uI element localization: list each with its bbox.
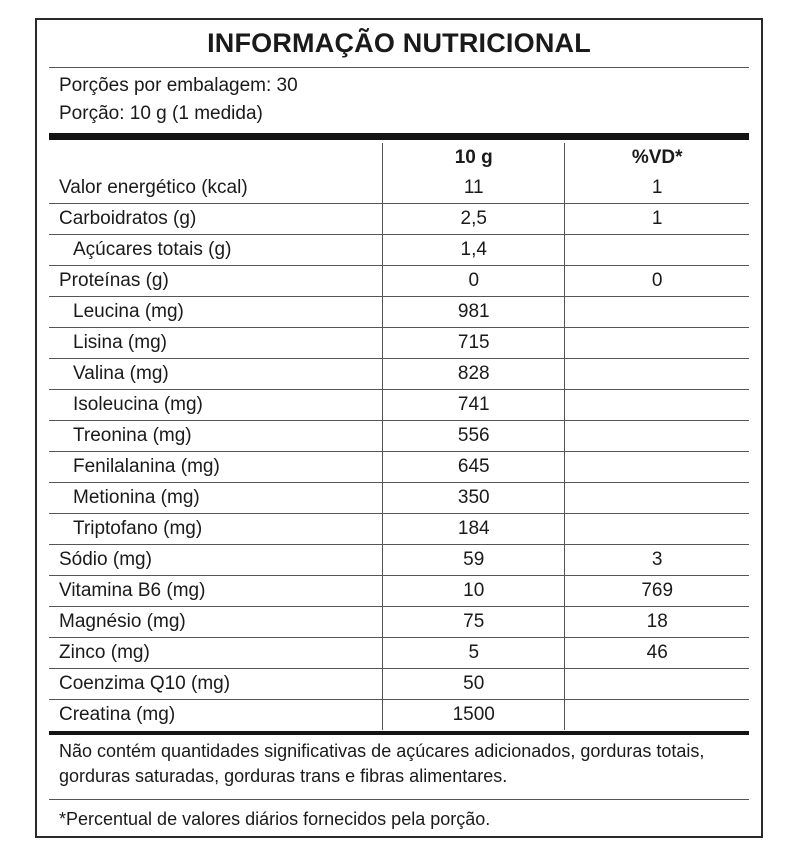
table-header-row bbox=[49, 143, 749, 173]
table-row bbox=[49, 700, 749, 731]
servings-per-package: Porções por embalagem: 30 bbox=[59, 75, 298, 96]
nutrient-daily-value bbox=[565, 421, 749, 452]
column-header-daily-value: %VD* bbox=[565, 143, 749, 173]
nutrient-amount: 556 bbox=[383, 421, 565, 452]
nutrient-amount: 184 bbox=[383, 514, 565, 545]
table-row bbox=[49, 328, 749, 359]
nutrient-amount: 715 bbox=[383, 328, 565, 359]
table-row bbox=[49, 483, 749, 514]
nutrient-daily-value: 18 bbox=[565, 607, 749, 638]
nutrient-amount: 645 bbox=[383, 452, 565, 483]
nutrient-amount: 5 bbox=[383, 638, 565, 669]
nutrient-amount: 741 bbox=[383, 390, 565, 421]
nutrient-daily-value bbox=[565, 669, 749, 700]
nutrient-daily-value bbox=[565, 235, 749, 266]
nutrient-daily-value: 3 bbox=[565, 545, 749, 576]
daily-value-footnote: *Percentual de valores diários fornecidos pela porção. bbox=[59, 809, 491, 829]
table-row bbox=[49, 545, 749, 576]
nutrient-name: Magnésio (mg) bbox=[49, 607, 383, 638]
nutrient-name: Leucina (mg) bbox=[49, 297, 383, 328]
nutrient-daily-value: 0 bbox=[565, 266, 749, 297]
table-row bbox=[49, 669, 749, 700]
nutrient-daily-value bbox=[565, 700, 749, 731]
table-row bbox=[49, 514, 749, 545]
nutrient-daily-value bbox=[565, 328, 749, 359]
table-row bbox=[49, 638, 749, 669]
nutrient-daily-value bbox=[565, 514, 749, 545]
table-row bbox=[49, 390, 749, 421]
nutrient-amount: 1,4 bbox=[383, 235, 565, 266]
thick-divider bbox=[49, 133, 749, 140]
nutrient-name: Vitamina B6 (mg) bbox=[49, 576, 383, 607]
nutrient-name: Creatina (mg) bbox=[49, 700, 383, 731]
nutrient-name: Proteínas (g) bbox=[49, 266, 383, 297]
nutrient-daily-value bbox=[565, 483, 749, 514]
nutrient-amount: 0 bbox=[383, 266, 565, 297]
table-row bbox=[49, 204, 749, 235]
nutrient-amount: 828 bbox=[383, 359, 565, 390]
nutrient-daily-value: 769 bbox=[565, 576, 749, 607]
nutrient-name: Triptofano (mg) bbox=[49, 514, 383, 545]
table-row bbox=[49, 297, 749, 328]
nutrient-name: Sódio (mg) bbox=[49, 545, 383, 576]
nutrition-facts-panel bbox=[35, 18, 763, 838]
nutrient-name: Coenzima Q10 (mg) bbox=[49, 669, 383, 700]
nutrient-amount: 11 bbox=[383, 173, 565, 204]
nutrient-amount: 59 bbox=[383, 545, 565, 576]
nutrient-amount: 1500 bbox=[383, 700, 565, 731]
nutrient-name: Treonina (mg) bbox=[49, 421, 383, 452]
table-row bbox=[49, 235, 749, 266]
nutrient-name: Lisina (mg) bbox=[49, 328, 383, 359]
nutrient-amount: 981 bbox=[383, 297, 565, 328]
nutrient-daily-value bbox=[565, 297, 749, 328]
nutrient-amount: 50 bbox=[383, 669, 565, 700]
nutrient-amount: 10 bbox=[383, 576, 565, 607]
nutrient-name: Valina (mg) bbox=[49, 359, 383, 390]
nutrient-name: Metionina (mg) bbox=[49, 483, 383, 514]
table-row bbox=[49, 173, 749, 204]
portion-size: Porção: 10 g (1 medida) bbox=[59, 103, 263, 124]
nutrient-daily-value: 1 bbox=[565, 204, 749, 235]
table-row bbox=[49, 421, 749, 452]
footer-note: Não contém quantidades significativas de açúcares adicionados, gorduras totais, gorduras saturadas, gorduras trans e fibras alimentares. bbox=[59, 741, 705, 786]
column-header-nutrient bbox=[49, 143, 383, 173]
nutrient-name: Fenilalanina (mg) bbox=[49, 452, 383, 483]
title-divider bbox=[49, 67, 749, 68]
nutrient-amount: 350 bbox=[383, 483, 565, 514]
nutrient-amount: 2,5 bbox=[383, 204, 565, 235]
nutrient-name: Carboidratos (g) bbox=[49, 204, 383, 235]
table-row bbox=[49, 266, 749, 297]
footer-divider bbox=[49, 731, 749, 735]
nutrient-daily-value: 46 bbox=[565, 638, 749, 669]
nutrient-daily-value bbox=[565, 390, 749, 421]
nutrient-name: Zinco (mg) bbox=[49, 638, 383, 669]
panel-title: INFORMAÇÃO NUTRICIONAL bbox=[207, 28, 591, 58]
nutrient-name: Isoleucina (mg) bbox=[49, 390, 383, 421]
nutrient-name: Açúcares totais (g) bbox=[49, 235, 383, 266]
table-row bbox=[49, 576, 749, 607]
footnote-divider bbox=[49, 799, 749, 800]
table-row bbox=[49, 452, 749, 483]
nutrition-table bbox=[49, 143, 749, 730]
table-row bbox=[49, 359, 749, 390]
nutrient-daily-value bbox=[565, 359, 749, 390]
nutrient-daily-value bbox=[565, 452, 749, 483]
column-header-amount: 10 g bbox=[383, 143, 565, 173]
nutrient-daily-value: 1 bbox=[565, 173, 749, 204]
nutrient-amount: 75 bbox=[383, 607, 565, 638]
table-row bbox=[49, 607, 749, 638]
table-body bbox=[49, 173, 749, 730]
nutrient-name: Valor energético (kcal) bbox=[59, 177, 248, 198]
